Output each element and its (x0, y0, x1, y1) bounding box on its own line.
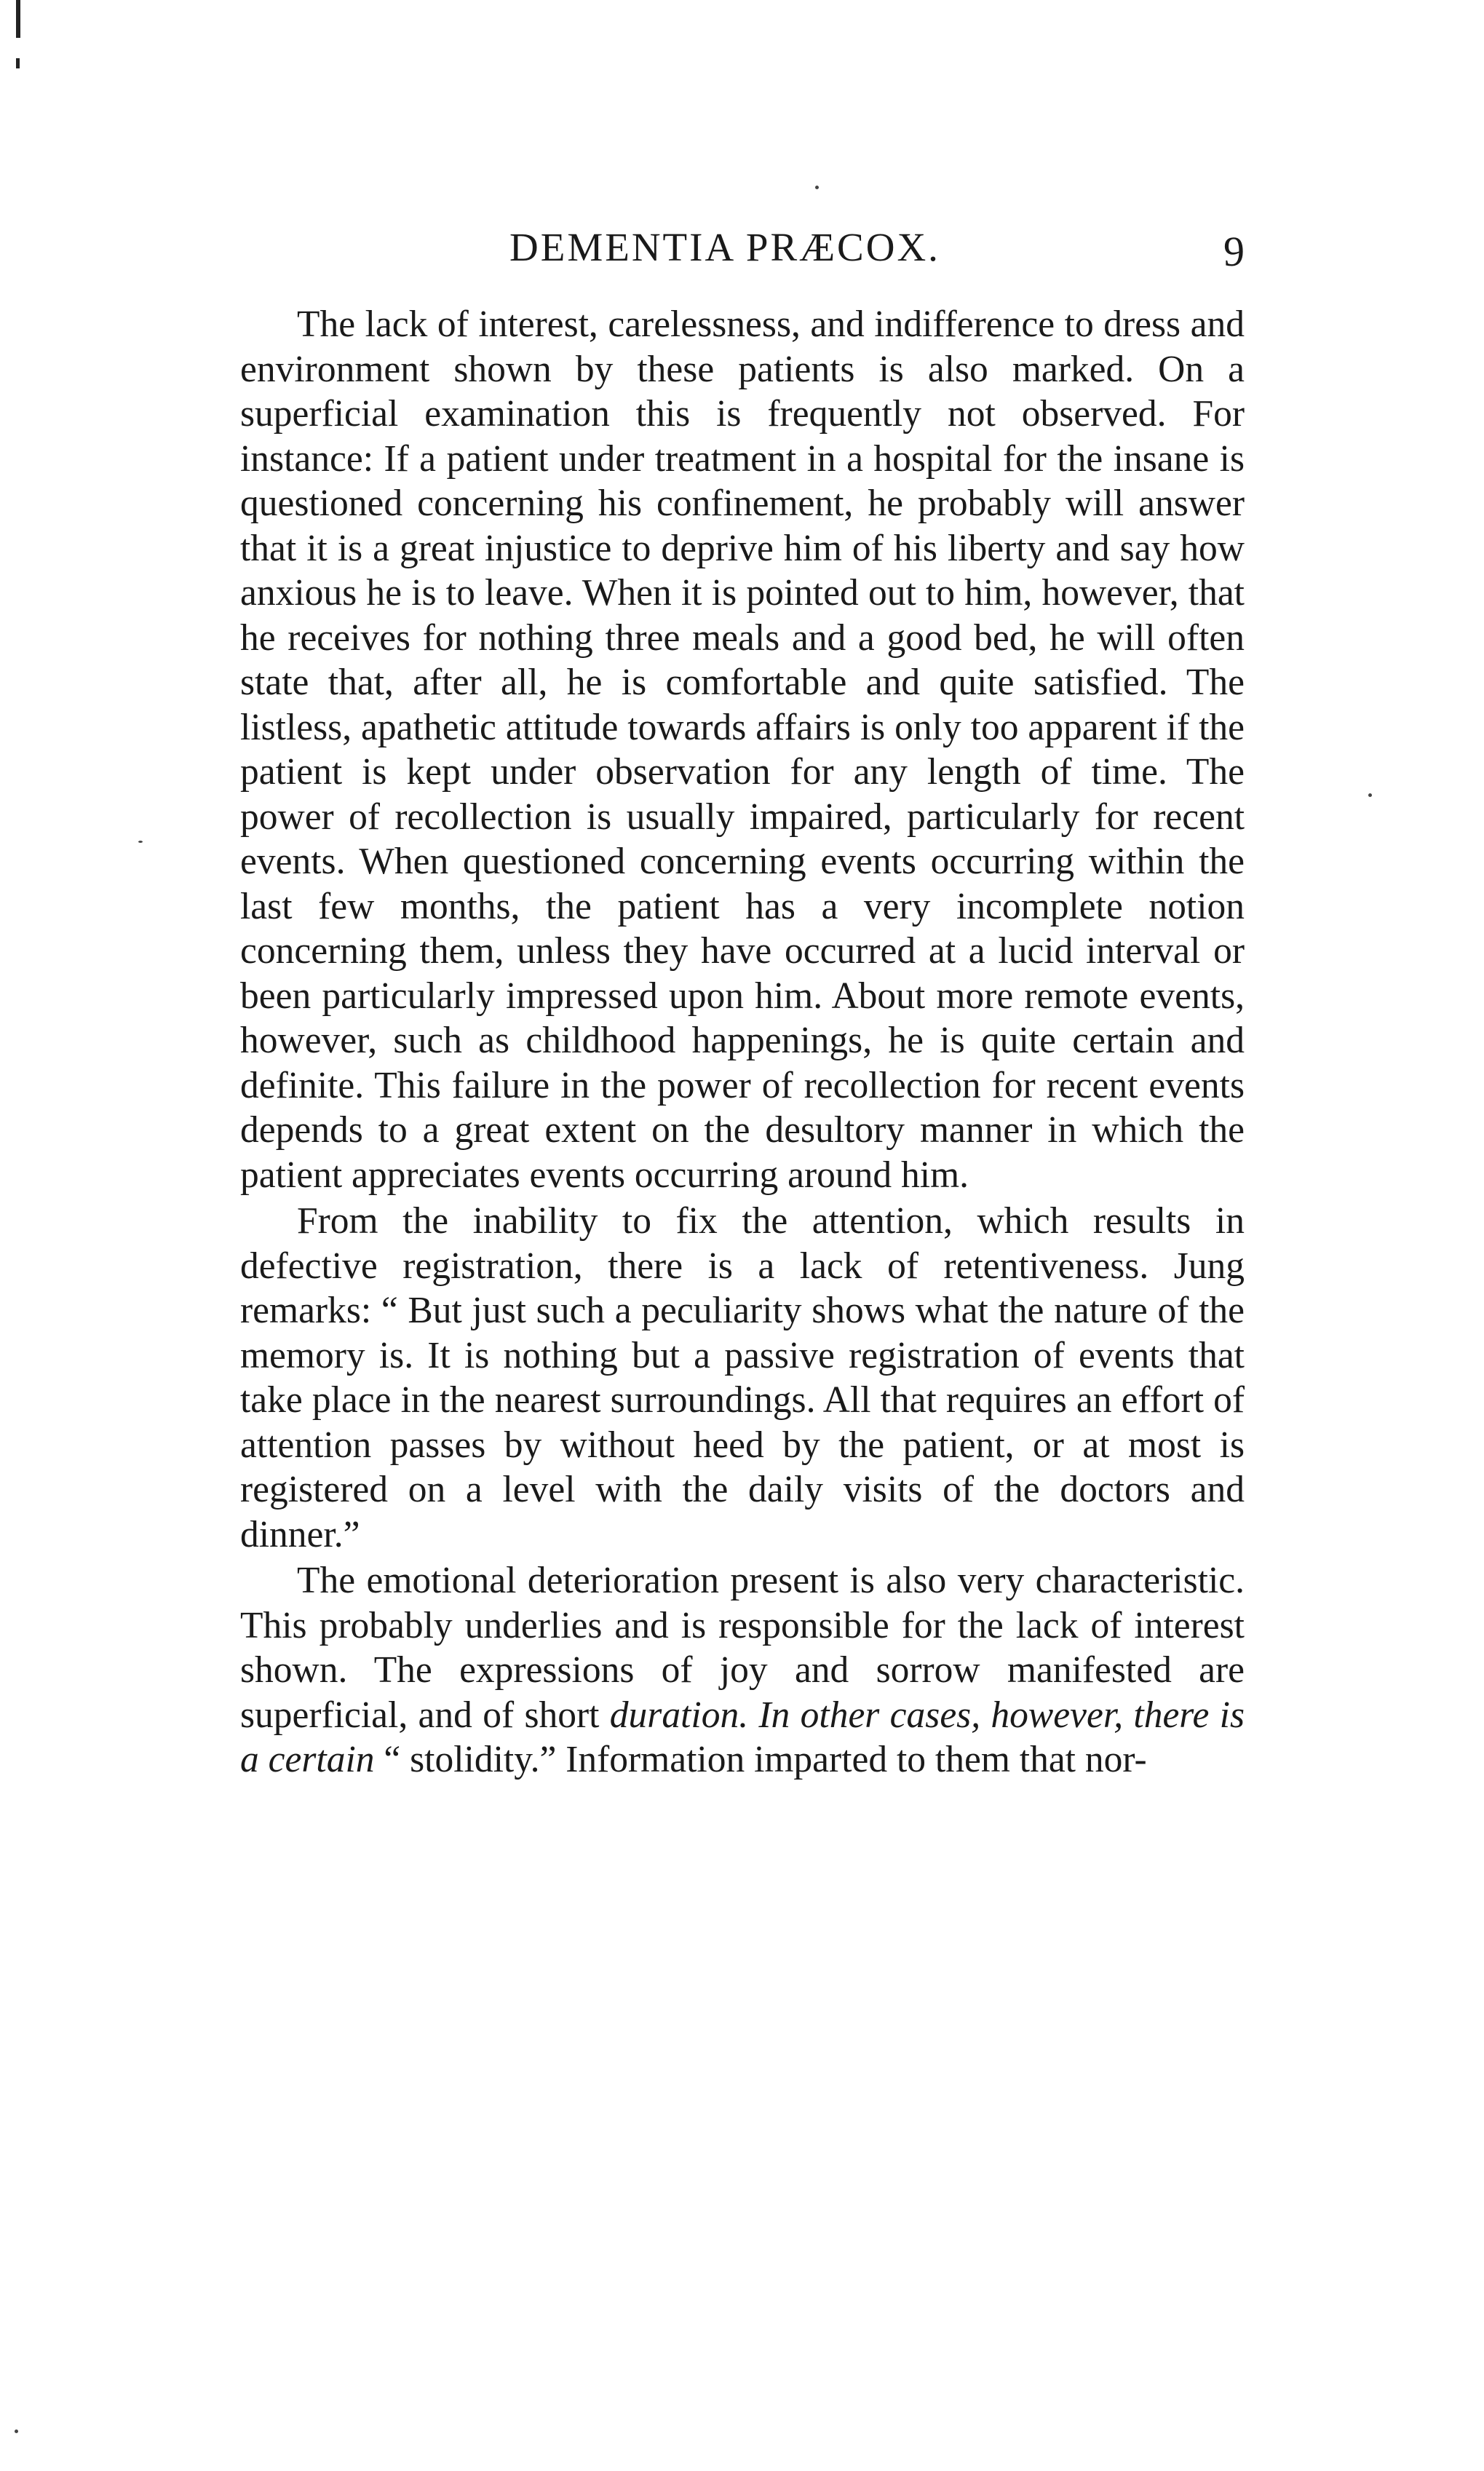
margin-mark (16, 58, 20, 68)
ink-speck (1368, 793, 1372, 797)
paragraph-text: “ stolidity.” Information imparted to them that nor- (374, 1739, 1147, 1780)
ink-speck (15, 2430, 18, 2433)
running-head (240, 218, 1245, 284)
paragraph-text: The emotional deterioration present is also very characteristic. This probably underlies and is responsible for the lack of interest shown. The expressions of joy and sorrow manifested are superficial, and of short (240, 1560, 1245, 1736)
margin-mark (16, 0, 20, 38)
paragraph-italic-text: duration. In other cases, however, there is a certain (240, 1694, 1245, 1780)
paragraph (240, 1558, 1245, 1782)
running-title: DEMENTIA PRÆCOX. (509, 225, 940, 269)
paragraph: The lack of interest, carelessness, and indifference to dress and environment shown by these patients is also marked. On a superficial examination this is frequently not observed. For instance: If a patient under treatment in a hospital for the insane is questioned concerning his confinement, he probably will answer that it is a great injustice to deprive him of his liberty and say how anxious he is to leave. When it is pointed out to him, however, that he receives for nothing three meals and a good bed, he will often state that, after all, he is comfortable and quite satisfied. The listless, apathetic attitude towards affairs is only too apparent if the patient is kept under observation for any length of time. The power of recollection is usually impaired, particularly for recent events. When questioned concerning events occurring within the last few months, the patient has a very incomplete notion concerning them, unless they have occurred at a lucid interval or been particularly impressed upon him. About more remote events, however, such as childhood happenings, he is quite certain and definite. This failure in the power of recollection for recent events depends to a great extent on the desultory manner in which the patient appreciates events occurring around him. (240, 304, 1245, 1196)
paragraph: From the inability to fix the attention, which results in defective registration, there is a lack of retentiveness. Jung remarks: “ But just such a peculiarity shows what the nature of the memory is. It is nothing but a passive registration of events that take place in the nearest surroundings. All that requires an effort of attention passes by without heed by the patient, or at most is registered on a level with the daily visits of the doctors and dinner.” (240, 1200, 1245, 1555)
ink-speck (138, 841, 143, 843)
ink-speck (815, 186, 819, 189)
page-number: 9 (1223, 228, 1245, 275)
body-text (240, 302, 1245, 1782)
